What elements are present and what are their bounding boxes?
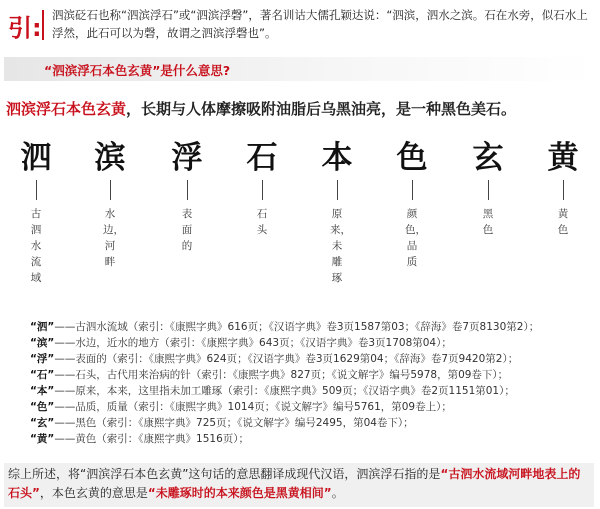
reference-text: ——原来，本来，这里指未加工雕琢（索引：《康熙字典》509页；《汉语字典》卷2页1151第01）；: [54, 385, 515, 397]
big-character: 本: [321, 140, 353, 176]
reference-text: ——石头，古代用来治病的针（索引：《康熙字典》827页；《说文解字》编号5978，第09卷下）；: [54, 369, 509, 381]
intro-label: 引:: [8, 14, 42, 42]
character-meaning: 水边，河畔: [103, 208, 124, 268]
reference-term: “泗”: [30, 321, 55, 333]
character-meaning: 黄色: [557, 208, 569, 236]
reference-list: [30, 319, 596, 447]
connector-line: [488, 180, 489, 200]
big-character: 滨: [94, 140, 126, 176]
intro-section: [6, 4, 596, 44]
summary-rest: ，长期与人体摩擦吸附油脂后乌黑油亮，是一种黑色美石。: [126, 100, 517, 118]
character-breakdown: [0, 138, 600, 308]
reference-text: ——水边，近水的地方（索引：《康熙字典》643页；《汉语字典》卷3页1708第04）；: [54, 337, 452, 349]
connector-line: [110, 180, 111, 200]
reference-text: ——表面的（索引：《康熙字典》624页；《汉语字典》卷3页1629第04；《辞海》卷7页9420第2）；: [54, 353, 519, 365]
reference-row: [30, 415, 596, 431]
connector-line: [337, 180, 338, 200]
reference-term: “本”: [30, 385, 55, 397]
summary-highlight: 泗滨浮石本色玄黄: [6, 100, 127, 118]
big-character: 玄: [472, 140, 504, 176]
character-meaning: 颜色，品质: [405, 208, 426, 268]
char-column: [392, 138, 432, 270]
reference-term: “石”: [30, 369, 55, 381]
big-character: 浮: [171, 140, 203, 176]
char-column: [468, 138, 508, 238]
reference-term: “滨”: [30, 337, 55, 349]
conclusion-text: 。: [331, 486, 344, 500]
conclusion-highlight: “未雕琢时的本来颜色是黑黄相间”: [147, 486, 332, 500]
reference-text: ——黑色（索引：《康熙字典》725页；《说文解字》编号2495，第04卷下）；: [54, 417, 414, 429]
char-column: [543, 138, 583, 238]
question-banner: [4, 57, 596, 81]
char-column: [242, 138, 282, 238]
big-character: 黄: [547, 140, 579, 176]
big-character: 泗: [20, 140, 52, 176]
reference-row: [30, 367, 596, 383]
character-meaning: 黑色: [482, 208, 494, 236]
char-column: [16, 138, 56, 286]
reference-term: “玄”: [30, 417, 55, 429]
reference-row: [30, 351, 596, 367]
connector-line: [262, 180, 263, 200]
conclusion-text: 综上所述，将“泗滨浮石本色玄黄”这句话的意思翻译成现代汉语，泗滨浮石指的是: [8, 467, 441, 481]
reference-term: “浮”: [30, 353, 55, 365]
character-meaning: 表面的: [181, 208, 193, 252]
conclusion-highlight: “古泗水流域河畔地表上的石头”: [8, 467, 581, 500]
connector-line: [187, 180, 188, 200]
connector-line: [563, 180, 564, 200]
char-column: [90, 138, 130, 270]
intro-divider: [42, 10, 44, 40]
big-character: 石: [246, 140, 278, 176]
connector-line: [412, 180, 413, 200]
character-meaning: 原来，未雕琢: [330, 208, 351, 284]
reference-term: “色”: [30, 401, 55, 413]
reference-row: [30, 319, 596, 335]
character-meaning: 古泗水流域: [30, 208, 42, 284]
conclusion-text: ，本色玄黄的意思是: [39, 486, 148, 500]
banner-title: “泗滨浮石本色玄黄”是什么意思?: [44, 63, 231, 78]
reference-text: ——品质，质量（索引：《康熙字典》1014页；《说文解字》编号5761，第09卷上）；: [54, 401, 452, 413]
summary-line: [6, 98, 598, 119]
reference-text: ——黄色（索引：《康熙字典》1516页）；: [54, 433, 250, 445]
reference-row: [30, 431, 596, 447]
reference-row: [30, 383, 596, 399]
intro-text: 泗滨砭石也称“泗滨浮石”或“泗滨浮磬”，著名训诂大儒孔颖达说：“泗滨，泗水之滨。石在水旁，似石水上浮然，此石可以为磬，故谓之泗滨浮磬也”。: [52, 8, 588, 40]
big-character: 色: [396, 140, 428, 176]
char-column: [317, 138, 357, 286]
character-meaning: 石头: [256, 208, 268, 236]
reference-term: “黄”: [30, 433, 55, 445]
connector-line: [36, 180, 37, 200]
reference-row: [30, 399, 596, 415]
reference-row: [30, 335, 596, 351]
char-column: [167, 138, 207, 254]
conclusion-box: [4, 463, 594, 507]
reference-text: ——古泗水流域（索引：《康熙字典》616页；《汉语字典》卷3页1587第03；《辞海》卷7页8130第2）；: [54, 321, 540, 333]
